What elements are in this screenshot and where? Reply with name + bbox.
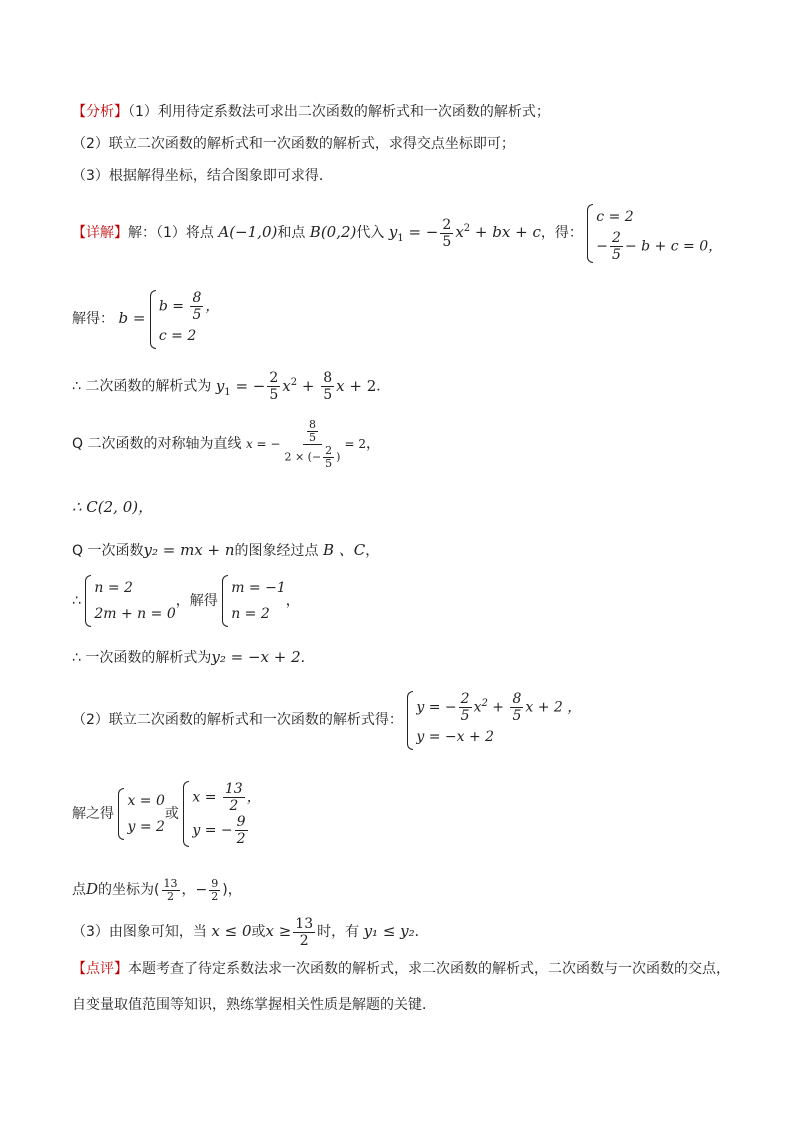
frac-den: 5 [325,456,333,470]
detail-text: 和点 [277,225,306,241]
ineq-1: x ≤ 0 [211,922,252,940]
frac-num: 8 [512,690,522,707]
detail-point-d: 点D的坐标为( $\frac{13}{2}$ ，− $\frac{9}{2}$ )， [72,876,242,903]
point-b: B(0,2) [309,223,357,241]
frac-den: 2 [299,932,309,949]
frac-den: 2 [229,798,239,814]
detail-text: ，得： [540,225,583,241]
detail-text: ， [365,543,380,559]
system-row: c = 2 [596,208,634,225]
frac-num: 2 [612,229,621,246]
system-4 [222,575,286,627]
detail-math: b = [118,309,146,327]
system-row: y = 2 [127,819,165,835]
frac-den: 5 [612,246,621,263]
ineq-3: y₁ ≤ y₂ [363,922,415,940]
detail-text: 解之得 [72,806,114,822]
system-2 [150,290,220,349]
detail-text: 或 [251,924,266,940]
system-row: m = −1 [231,580,286,596]
system-row-tail: − b + c = 0 [624,238,709,254]
system-row: − $\frac{2}{5}$ − b + c = 0， [596,229,723,263]
detail-line-7: ∴ n = 2 2m + n = 0 ，解得 m = −1 n = 2 ， [72,574,300,628]
analysis-text-3: （3）根据解得坐标，结合图象即可求得． [72,168,333,184]
system-row: x = $\frac{13}{2}$ ， [192,781,261,814]
detail-text: 点 [72,882,86,898]
system-row: y = −x + 2 [416,728,495,745]
detail-text: ． [414,924,429,940]
comment-line-2 [72,996,436,1014]
analysis-tag: 【分析】 [72,104,128,120]
detail-line-2 [72,288,219,349]
analysis-line-2 [72,135,515,153]
frac-num: 2 [325,443,333,457]
system-row: x = 0 [127,793,165,809]
detail-line-6 [72,541,379,560]
system-3 [85,575,175,627]
frac-den: 5 [308,430,316,444]
analysis-text-1: （1）利用待定系数法可求出二次函数的解析式和一次函数的解析式； [128,104,550,120]
frac-num: 2 [269,370,279,386]
frac-num: 13 [163,876,178,890]
system-1 [587,204,722,263]
comment-tag: 【点评】 [72,961,128,977]
frac-den: 5 [512,707,522,724]
quadratic-result: $y_1$ = − $\frac{2}{5}$ $x^2$ + $\frac{8}{5}$ x + 2 [215,370,377,403]
system-row: c = 2 [158,327,197,344]
system-7 [183,781,260,847]
point-a: A(−1,0) [218,223,278,241]
system-6 [118,788,164,840]
system-row: 2m + n = 0 [94,606,176,622]
detail-text: 的坐标为 [98,882,155,898]
frac-num: 2 [442,216,452,233]
ineq-2: x ≥ [265,922,292,940]
comment-text-2: 自变量取值范围等知识，熟练掌握相关性质是解题的关键． [72,997,436,1013]
system-5 [407,691,581,750]
comment-text-1: 本题考查了待定系数法求一次函数的解析式，求二次函数的解析式，二次函数与一次函数的交点， [128,961,730,977]
quadratic-general: $y_1$ = − $\frac{2}{5}$ $x^2$ + bx + c [388,216,541,250]
frac-den: 2 [236,831,246,847]
analysis-text-2: （2）联立二次函数的解析式和一次函数的解析式，求得交点坐标即可； [72,136,515,152]
axis-den: 2 × (− $\frac{2}{5}$ ) [284,443,341,470]
detail-part-2 [72,688,581,752]
detail-text: 时，有 [317,924,360,940]
detail-line-3: ∴ 二次函数的解析式为 $y_1$ = − $\frac{2}{5}$ $x^2$ + $\frac{8}{5}$ x + 2． [72,370,391,403]
detail-part-3 [72,912,429,951]
axis-x: x = − [245,437,281,451]
frac-den: 5 [323,387,333,403]
linear-result: y₂ = −x + 2 [211,648,301,666]
detail-text: 解得： [72,311,114,327]
detail-line-4: Q 二次函数的对称轴为直线 x = − $\frac{8}{5}$ 2 × (− $\frac{2}{5}$ ) = 2， [72,417,380,470]
system-row: n = 2 [231,606,270,622]
frac-den: 5 [442,233,452,250]
comment-line-1 [72,960,730,978]
frac-num: 2 [460,690,470,707]
linear-general: y₂ = mx + n [143,541,235,559]
frac-den: 2 [211,889,219,903]
detail-text: ，解得 [175,593,218,609]
frac-den: 5 [192,306,202,323]
system-row: y = − $\frac{2}{5}$ $x^2$ + $\frac{8}{5}$ x + 2 ， [416,690,582,724]
detail-text: （3）由图象可知，当 [72,924,207,940]
axis-num [303,419,322,445]
detail-line-1 [72,200,722,265]
detail-text: ∴ 二次函数的解析式为 [72,378,212,395]
frac-num: 13 [295,915,314,932]
detail-text: ∴ 一次函数的解析式为 [72,650,212,666]
detail-solutions [72,772,261,856]
system-row: n = 2 [94,580,133,596]
frac-den: 5 [269,387,279,403]
frac-num: 9 [211,876,219,890]
frac-num: 9 [236,814,246,830]
detail-text: 解：（1）将点 [128,225,214,241]
detail-text: （2）联立二次函数的解析式和一次函数的解析式得： [72,712,403,728]
frac-num: 8 [192,289,202,306]
point-d: D [86,880,99,898]
detail-text: Q 一次函数 [72,543,144,559]
system-row: y = − $\frac{9}{2}$ [192,814,246,847]
frac-num: 8 [323,370,333,386]
axis-fraction [282,419,342,470]
detail-tag: 【详解】 [72,225,128,241]
analysis-line-3 [72,167,333,185]
detail-line-8: ∴ 一次函数的解析式为y₂ = −x + 2． [72,648,315,666]
points-bc: B 、C [322,541,366,559]
detail-line-5: ∴ C(2, 0)， [72,498,154,516]
axis-value: = 2 [344,437,366,451]
frac-den: 5 [460,707,470,724]
detail-text: 或 [164,806,179,822]
frac-num: 13 [224,781,243,797]
analysis-line-1 [72,103,550,121]
system-row: b = $\frac{8}{5}$ ， [158,289,220,323]
frac-num: 8 [308,417,316,431]
detail-text: 的图象经过点 [234,543,319,559]
detail-text: 代入 [356,225,385,241]
detail-text: Q 二次函数的对称轴为直线 [72,436,242,452]
frac-den: 2 [167,889,174,903]
